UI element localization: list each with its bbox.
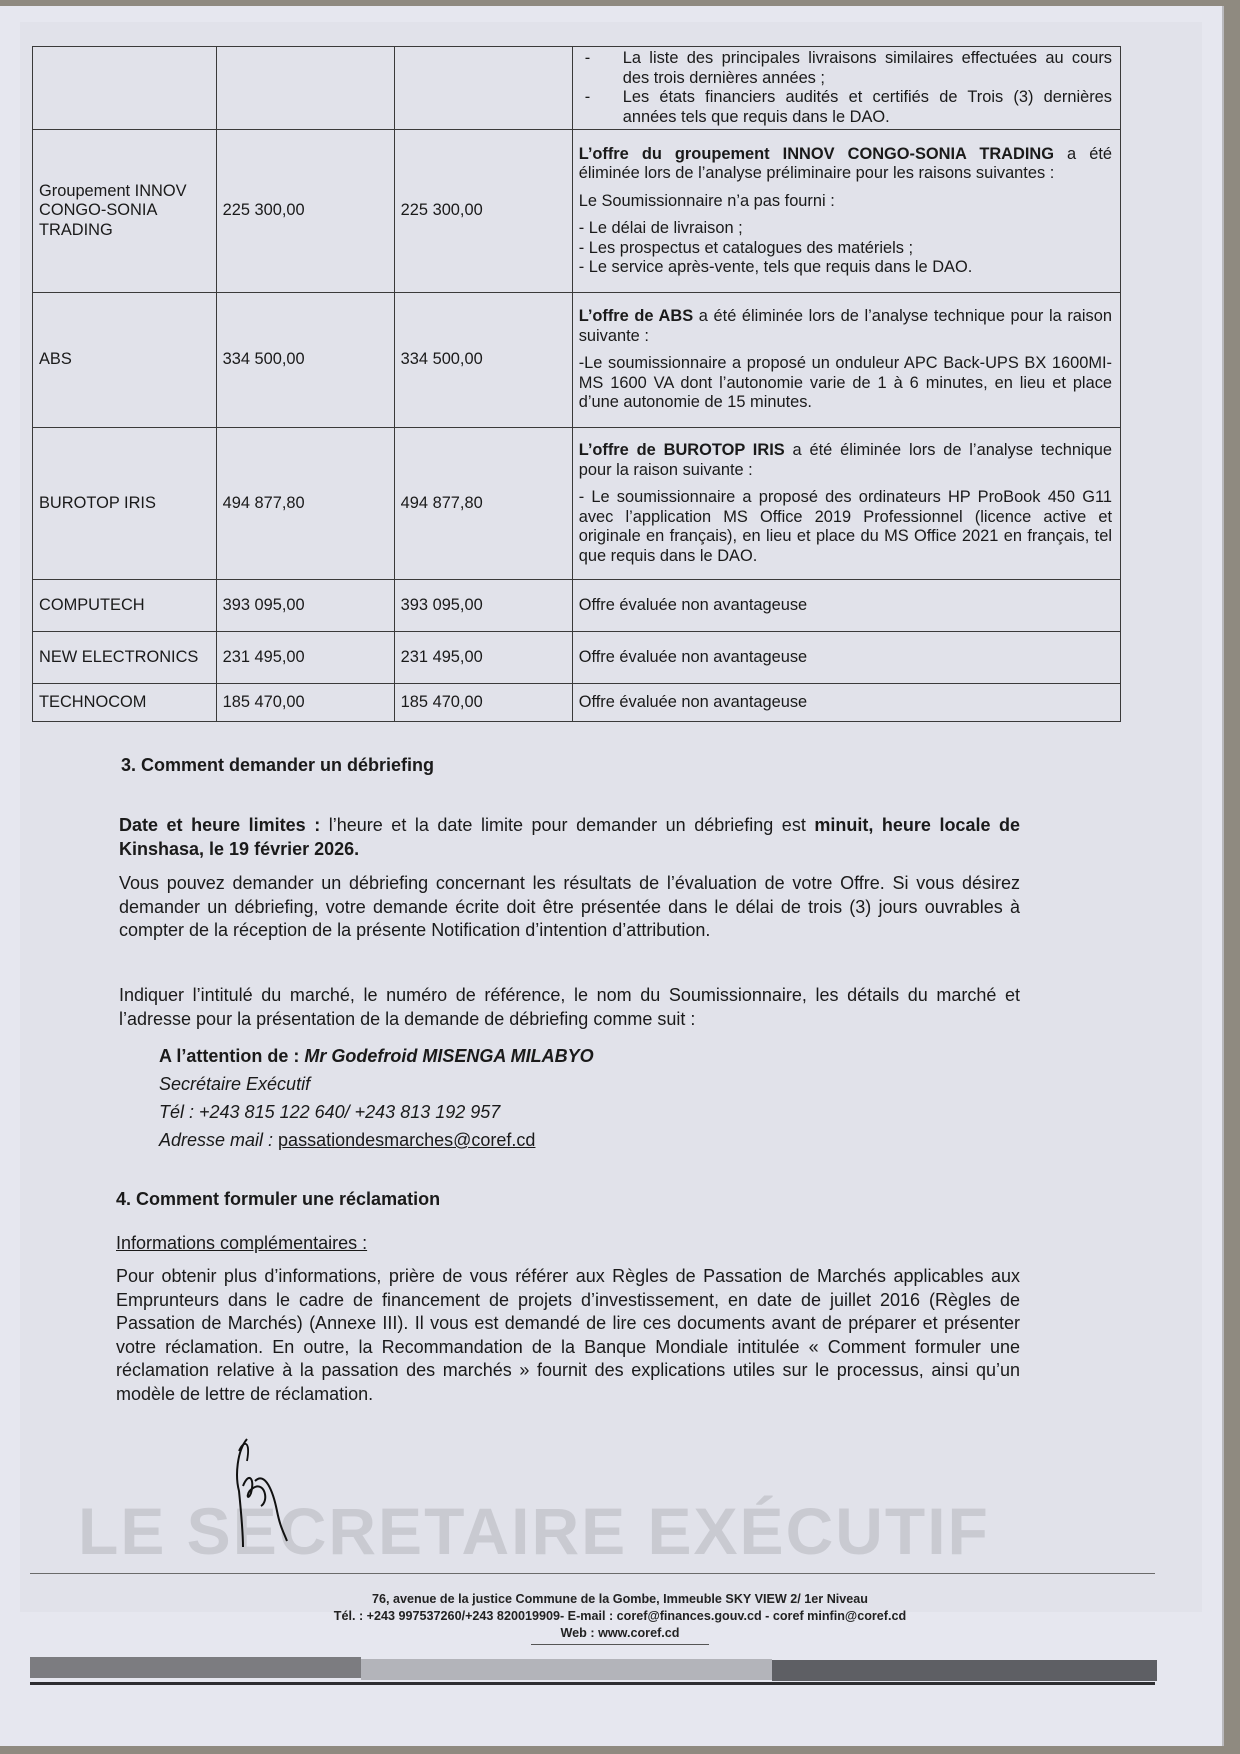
instructions-paragraph: Indiquer l’intitulé du marché, le numéro de référence, le nom du Soumissionnaire, les détails du marché et l’adresse pour la présentation de la demande de débriefing comme suit : — [119, 985, 1020, 1029]
rejection-items: - Le délai de livraison ; - Les prospectus et catalogues des matériels ; - Le service après-vente, tels que requis dans le DAO. — [578, 219, 973, 276]
footer-divider — [30, 1573, 1155, 1574]
contact-block — [159, 1042, 594, 1154]
observation-cell — [572, 47, 1120, 130]
price-evaluated-cell: 231 495,00 — [394, 632, 572, 684]
rejection-reason: L’offre de ABS a été éliminée lors de l’analyse technique pour la raison suivante : — [578, 307, 1112, 345]
contact-role: Secrétaire Exécutif — [159, 1074, 311, 1094]
section-4-title: 4. Comment formuler une réclamation — [116, 1189, 441, 1209]
table-row — [33, 580, 1121, 632]
signature-icon — [225, 1431, 325, 1551]
document-page — [0, 6, 1224, 1746]
footer-web: Web : www.coref.cd — [531, 1625, 710, 1645]
price-evaluated-cell: 185 470,00 — [394, 684, 572, 722]
rejection-reason: L’offre du groupement INNOV CONGO-SONIA TRADING a été éliminée lors de l’analyse préliminaire pour les raisons suivantes : — [578, 144, 1112, 182]
bidder-cell: COMPUTECH — [33, 580, 217, 632]
price-evaluated-cell: 225 300,00 — [394, 130, 572, 293]
rejection-detail: - Le soumissionnaire a proposé des ordinateurs HP ProBook 450 G11 avec l’application MS Office 2019 Professionnel (licence active et originale en français), en lieu et place du MS Office 2021 en français, tel que requis dans le DAO. — [578, 488, 1112, 565]
list-item: - Les états financiers audités et certifiés de Trois (3) dernières années tels que requis dans le DAO. — [584, 88, 1112, 126]
price-read-cell: 231 495,00 — [216, 632, 394, 684]
bidder-cell: TECHNOCOM — [33, 684, 217, 722]
deadline-paragraph: Date et heure limites : l’heure et la date limite pour demander un débriefing est minuit, heure locale de Kinshasa, le 19 février 2026. — [119, 815, 1021, 859]
rejection-detail: -Le soumissionnaire a proposé un onduleur APC Back-UPS BX 1600MI-MS 1600 VA dont l’autonomie varie de 1 à 6 minutes, en lieu et place d’une autonomie de 15 minutes. — [578, 354, 1112, 412]
price-read-cell: 225 300,00 — [216, 130, 394, 293]
bidder-cell: ABS — [33, 293, 217, 428]
price-evaluated-cell: 334 500,00 — [394, 293, 572, 428]
complaint-paragraph: Pour obtenir plus d’informations, prière de vous référer aux Règles de Passation de Marchés applicables aux Emprunteurs dans le cadre de financement de projets d’investissement, en date de juillet 2016 (Règles de Passation de Marchés) (Annexe III). Il vous est demandé de lire ces documents avant de préparer et présenter votre réclamation. En outre, la Recommandation de la Banque Mondiale intitulée « Comment formuler une réclamation relative à la passation des marchés » fournit des explications utiles sur le processus, ainsi qu’un modèle de lettre de réclamation. — [116, 1266, 1020, 1404]
observation-cell: Offre évaluée non avantageuse — [572, 684, 1120, 722]
contact-phone: Tél : +243 815 122 640/ +243 813 192 957 — [159, 1102, 501, 1122]
table-row — [33, 47, 1121, 130]
bidder-cell: BUROTOP IRIS — [33, 428, 217, 580]
bidder-cell: Groupement INNOV CONGO-SONIA TRADING — [33, 130, 217, 293]
observation-cell — [572, 293, 1120, 428]
footer — [0, 1591, 1240, 1645]
price-evaluated-cell: 494 877,80 — [394, 428, 572, 580]
email-link[interactable]: passationdesmarches@coref.cd — [278, 1130, 536, 1150]
table-row — [33, 293, 1121, 428]
price-read-cell: 494 877,80 — [216, 428, 394, 580]
observation-cell — [572, 130, 1120, 293]
footer-bar-middle — [361, 1659, 772, 1680]
price-read-cell — [216, 47, 394, 130]
price-evaluated-cell: 393 095,00 — [394, 580, 572, 632]
bidder-cell: NEW ELECTRONICS — [33, 632, 217, 684]
evaluation-results-table — [32, 46, 1121, 722]
rejection-subtitle: Le Soumissionnaire n’a pas fourni : — [578, 191, 835, 210]
price-read-cell: 185 470,00 — [216, 684, 394, 722]
bidder-cell — [33, 47, 217, 130]
footer-bar-right — [772, 1660, 1157, 1681]
observation-cell: Offre évaluée non avantageuse — [572, 632, 1120, 684]
footer-bar-left — [30, 1657, 361, 1678]
price-evaluated-cell — [394, 47, 572, 130]
table-row — [33, 130, 1121, 293]
price-read-cell: 393 095,00 — [216, 580, 394, 632]
table-row — [33, 632, 1121, 684]
email-line: Adresse mail : passationdesmarches@coref.cd — [159, 1130, 536, 1150]
signatory-title-stamp: LE SECRETAIRE EXÉCUTIF — [78, 1494, 990, 1568]
observation-cell — [572, 428, 1120, 580]
footer-contacts: Tél. : +243 997537260/+243 820019909- E-mail : coref@finances.gouv.cd - coref minfin@coref.cd — [333, 1609, 907, 1623]
footer-bottom-rule — [30, 1682, 1155, 1685]
rejection-reason: L’offre de BUROTOP IRIS a été éliminée lors de l’analyse technique pour la raison suivante : — [578, 441, 1112, 479]
table-row — [33, 684, 1121, 722]
section-4-subtitle: Informations complémentaires : — [116, 1233, 368, 1253]
list-item: - La liste des principales livraisons similaires effectuées au cours des trois dernières années ; — [584, 49, 1112, 87]
price-read-cell: 334 500,00 — [216, 293, 394, 428]
footer-address: 76, avenue de la justice Commune de la Gombe, Immeuble SKY VIEW 2/ 1er Niveau — [372, 1592, 868, 1606]
attention-line: A l’attention de : Mr Godefroid MISENGA MILABYO — [159, 1046, 594, 1066]
debriefing-paragraph: Vous pouvez demander un débriefing concernant les résultats de l’évaluation de votre Offre. Si vous désirez demander un débriefing, votre demande écrite doit être présentée dans le délai de trois (3) jours ouvrables à compter de la réception de la présente Notification d’intention d’attribution. — [119, 873, 1020, 940]
table-row — [33, 428, 1121, 580]
observation-cell: Offre évaluée non avantageuse — [572, 580, 1120, 632]
section-3-title: 3. Comment demander un débriefing — [121, 755, 435, 775]
